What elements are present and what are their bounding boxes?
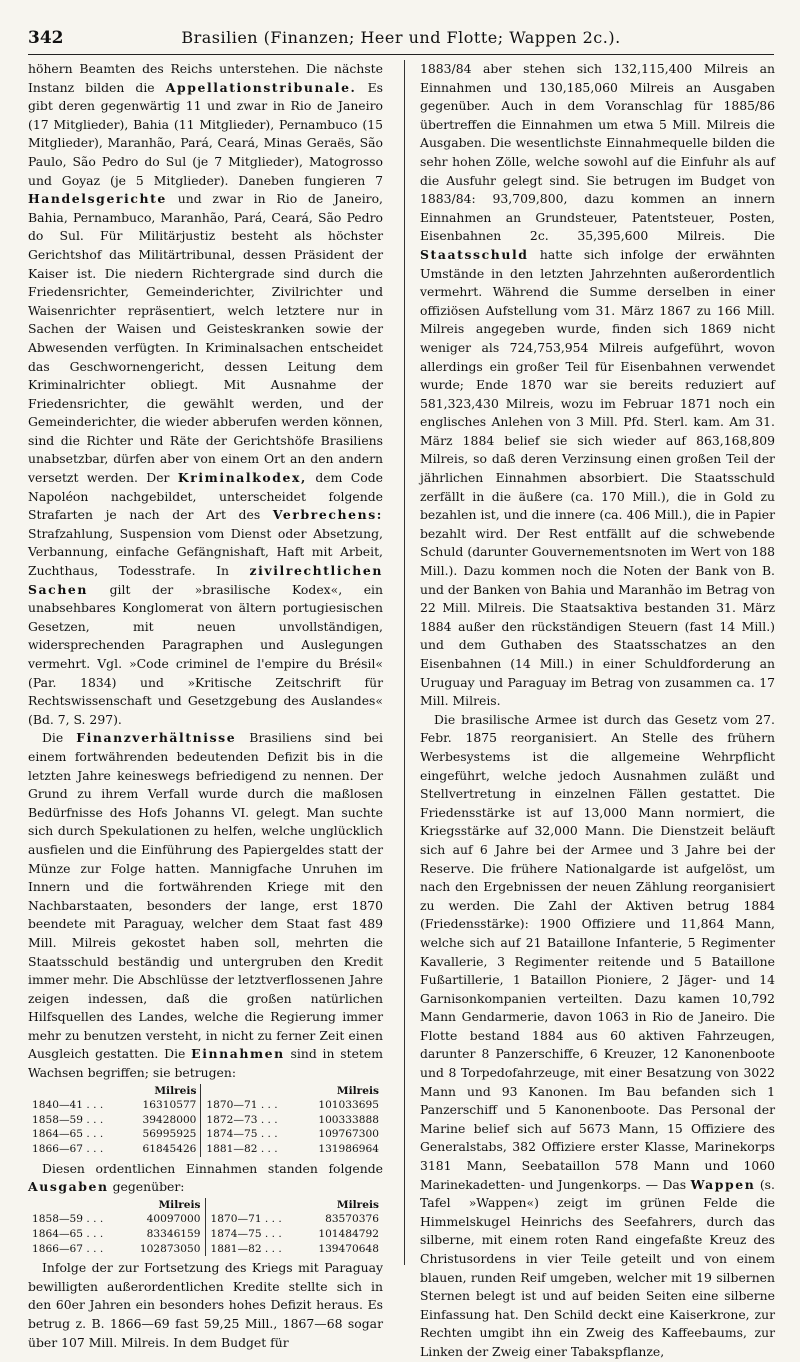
right-column — [420, 60, 775, 1359]
term-staatsschuld: Staatsschuld — [420, 246, 529, 262]
expenses-table — [28, 1198, 383, 1256]
table-row: 1858—59 . . . 39428000 1872—73 . . . 100333888 — [32, 1113, 379, 1126]
paragraph-finances: Die Finanzverhältnisse Brasiliens sind bei einem fortwährenden bedeutenden Defizit bis in die letzten Jahre keineswegs befriedigend zu nennen. Der Grund zu ihrem Verfall wurde durch die maßlosen Bedürfnisse des Hofs Johanns VI. gelegt. Man suchte sich durch Spekulationen zu helfen, welche unglücklich ausfielen und die Einführung des Papiergeldes statt der Münze zur Folge hatten. Mannigfache Unruhen im Innern und die fortwährenden Kriege mit den Nachbarstaaten, besonders der lange, erst 1870 beendete mit Paraguay, welcher dem Staat fast 489 Mill. Milreis gekostet haben soll, mehrten die Staatsschuld beständig und untergruben den Kredit immer mehr. Die Abschlüsse der letztverflossenen Jahre zeigen indessen, daß die großen natürlichen Hilfsquellen des Landes, welche die Regierung immer mehr zu benutzen versteht, in nicht zu ferner Zeit einen Ausgleich gestatten. Die Einnahmen sind in stetem Wachsen begriffen; sie betrugen: — [28, 730, 383, 1081]
left-column — [28, 60, 383, 1350]
table-row: 1840—41 . . . 16310577 1870—71 . . . 101033695 — [32, 1099, 379, 1112]
table-row: 1858—59 . . . 40097000 1870—71 . . . 83570376 — [32, 1213, 379, 1226]
revenue-table — [28, 1084, 383, 1157]
unit-header: Milreis — [336, 1198, 379, 1211]
table-row: 1864—65 . . . 83346159 1874—75 . . . 101484792 — [32, 1228, 379, 1240]
unit-header: Milreis — [336, 1084, 379, 1097]
unit-header: Milreis — [154, 1084, 197, 1097]
paragraph-deficit: Infolge der zur Fortsetzung des Kriegs mit Paraguay bewilligten außerordentlichen Kredite stellte sich in den 60er Jahren ein besonders hohes Defizit heraus. Es betrug z. B. 1866—69 fast 59,25 Mill., 1867—68 sogar über 107 Mill. Milreis. In dem Budget für — [28, 1260, 383, 1350]
term-zivilrechtlich: zivilrechtlichen Sachen — [28, 563, 383, 597]
paragraph-judiciary: höhern Beamten des Reichs unterstehen. Die nächste Instanz bilden die Appellationstribunale. Es gibt deren gegenwärtig 11 und zwar in Rio de Janeiro (17 Mitglieder), Bahia (11 Mitglieder), Pernambuco (15 Mitglieder), Maranhão, Pará, Ceará, Minas Geraës, São Paulo, São Pedro do Sul (je 7 Mitglieder), Matogrosso und Goyaz (je 5 Mitglieder). Daneben fungieren 7 Handelsgerichte und zwar in Rio de Janeiro, Bahia, Pernambuco, Maranhão, Pará, Ceará, São Pedro do Sul. Für Militärjustiz besteht als höchster Gerichtshof das Militärtribunal, dessen Präsident der Kaiser ist. Die niedern Richtergrade sind durch die Friedensrichter, Gemeinderichter, Zivilrichter und Waisenrichter repräsentiert, welch letztere nur in Sachen der Waisen und Geisteskranken sowie der Abwesenden verfügten. In Kriminalsachen entscheidet das Geschwornengericht, dessen Leitung dem Kriminalrichter obliegt. Mit Ausnahme der Friedensrichter, die gewählt werden, und der Gemeinderichter, die wieder abberufen werden können, sind die Richter und Räte der Gerichtshöfe Brasiliens unabsetzbar, dürfen aber von einem Ort an den andern versetzt werden. Der Kriminalkodex, dem Code Napoléon nachgebildet, unterscheidet folgende Strafarten je nach der Art des Verbrechens: Strafzahlung, Suspension vom Dienst oder Absetzung, Verbannung, einfache Gefängnishaft, Haft mit Arbeit, Zuchthaus, Todesstrafe. In zivilrechtlichen Sachen gilt der »brasilische Kodex«, ein unabsehbares Konglomerat von ältern portugiesischen Gesetzen, mit neuen unvollständigen, widersprechenden Paragraphen und Auslegungen vermehrt. Vgl. »Code criminel de l'empire du Brésil« (Par. 1834) und »Kritische Zeitschrift für Rechtswissenschaft und Gesetzgebung des Auslandes« (Bd. 7, S. 297). — [28, 61, 383, 727]
column-divider — [404, 60, 405, 1265]
page-header — [28, 28, 774, 55]
term-wappen: Wappen — [690, 1176, 756, 1192]
table-row: 1866—67 . . . 61845426 1881—82 . . . 131986964 — [32, 1143, 379, 1156]
term-finanzverhaeltnisse: Finanzverhältnisse — [76, 730, 237, 746]
term-kriminalkodex: Kriminalkodex, — [177, 470, 307, 486]
running-title: Brasilien (Finanzen; Heer und Flotte; Wappen 2c.). — [181, 28, 621, 47]
unit-header: Milreis — [158, 1198, 201, 1211]
table-row: 1866—67 . . . 102873050 1881—82 . . . 139470648 — [32, 1242, 379, 1255]
term-ausgaben: Ausgaben — [28, 1179, 109, 1195]
term-handelsgerichte: Handelsgerichte — [28, 191, 167, 207]
table-row: 1864—65 . . . 56995925 1874—75 . . . 109767300 — [32, 1128, 379, 1141]
paragraph-army-navy: Die brasilische Armee ist durch das Gesetz vom 27. Febr. 1875 reorganisiert. An Stelle des frühern Werbesystems ist die allgemeine Wehrpflicht eingeführt, welche jedoch Ausnahmen zuläßt und Stellvertretung in einzelnen Fällen gestattet. Die Friedensstärke ist auf 13,000 Mann normiert, die Kriegsstärke auf 32,000 Mann. Die Dienstzeit beläuft sich auf 6 Jahre bei der Armee und 3 Jahre bei der Reserve. Die frühere Nationalgarde ist aufgelöst, um nach den Ergebnissen der neuen Zählung reorganisiert zu werden. Die Zahl der Aktiven betrug 1884 (Friedensstärke): 1900 Offiziere und 11,864 Mann, welche sich auf 21 Bataillone Infanterie, 5 Regimenter Kavallerie, 3 Regimenter reitende und 5 Bataillone Fußartillerie, 1 Bataillon Pioniere, 2 Jäger- und 14 Garnisonkompanien verteilten. Dazu kamen 10,792 Mann Gendarmerie, davon 1063 in Rio de Janeiro. Die Flotte bestand 1884 aus 60 aktiven Fahrzeugen, darunter 8 Panzerschiffe, 6 Kreuzer, 12 Kanonenboote und 8 Torpedofahrzeuge, mit einer Besatzung von 3022 Mann und 93 Kanonen. Im Bau befanden sich 1 Panzerschiff und 5 Kanonenboote. Das Personal der Marine belief sich auf 5673 Mann, 15 Offiziere des Generalstabs, 382 Offiziere erster Klasse, Marinekorps 3181 Mann, Seebataillon 578 Mann und 1060 Marinekadetten- und Jungenkorps. — Das Wappen (s. Tafel »Wappen«) zeigt im grünen Felde die Himmelskugel Heinrichs des Seefahrers, durch das silberne, mit einem roten Rand eingefaßte Kreuz des Christusordens in vier Teile geteilt und von einem blauen, runden Reif umgeben, welcher mit 19 silbernen Sternen belegt ist und auf beiden Seiten eine silberne Einfassung hat. Den Schild deckt eine Kaiserkrone, zur Rechten umgibt ihn ein Zweig des Kaffeebaums, zur Linken der Zweig einer Tabakspflanze, — [420, 711, 775, 1359]
term-verbrechens: Verbrechens: — [272, 507, 383, 523]
paragraph-budget-debt: 1883/84 aber stehen sich 132,115,400 Milreis an Einnahmen und 130,185,060 Milreis an Ausgaben gegenüber. Auch in dem Voranschlag für 1885/86 übertreffen die Einnahmen um etwa 5 Mill. Milreis die Ausgaben. Die wesentlichste Einnahmequelle bilden die sehr hohen Zölle, welche sowohl auf die Einfuhr als auf die Ausfuhr gelegt sind. Sie betrugen im Budget von 1883/84: 93,709,800, dazu kommen an innern Einnahmen an Grundsteuer, Patentsteuer, Posten, Eisenbahnen 2c. 35,395,600 Milreis. Die Staatsschuld hatte sich infolge der erwähnten Umstände in den letzten Jahrzehnten außerordentlich vermehrt. Während die Summe derselben in einer offiziösen Aufstellung vom 31. März 1867 zu 166 Mill. Milreis angegeben wurde, finden sich 1869 nicht weniger als 724,753,954 Milreis aufgeführt, wovon allerdings ein großer Teil für Eisenbahnen verwendet wurde; Ende 1870 war sie bereits reduziert auf 581,323,430 Milreis, wozu im Februar 1871 noch ein englisches Anlehen von 3 Mill. Pfd. Sterl. kam. Am 31. März 1884 belief sie sich wieder auf 863,168,809 Milreis, so daß deren Verzinsung einen großen Teil der jährlichen Einnahmen absorbiert. Die Staatsschuld zerfällt in die äußere (ca. 170 Mill.), die in Gold zu bezahlen ist, und die innere (ca. 406 Mill.), die in Papier bezahlt wird. Der Rest entfällt auf die schwebende Schuld (darunter Gouvernementsnoten im Wert von 188 Mill.). Dazu kommen noch die Noten der Bank von B. und der Banken von Bahia und Maranhão im Betrag von 22 Mill. Milreis. Die Staatsaktiva bestanden 31. März 1884 außer den rückständigen Steuern (fast 14 Mill.) und dem Guthaben des Staatsschatzes an den Eisenbahnen (14 Mill.) in einer Schuldforderung an Uruguay und Paraguay im Betrag von zusammen ca. 17 Mill. Milreis. — [420, 61, 775, 709]
paragraph-expenses-intro: Diesen ordentlichen Einnahmen standen folgende Ausgaben gegenüber: — [28, 1160, 383, 1195]
term-einnahmen: Einnahmen — [191, 1046, 285, 1062]
page-number: 342 — [28, 28, 64, 48]
term-appellationstribunale: Appellationstribunale. — [165, 79, 357, 95]
